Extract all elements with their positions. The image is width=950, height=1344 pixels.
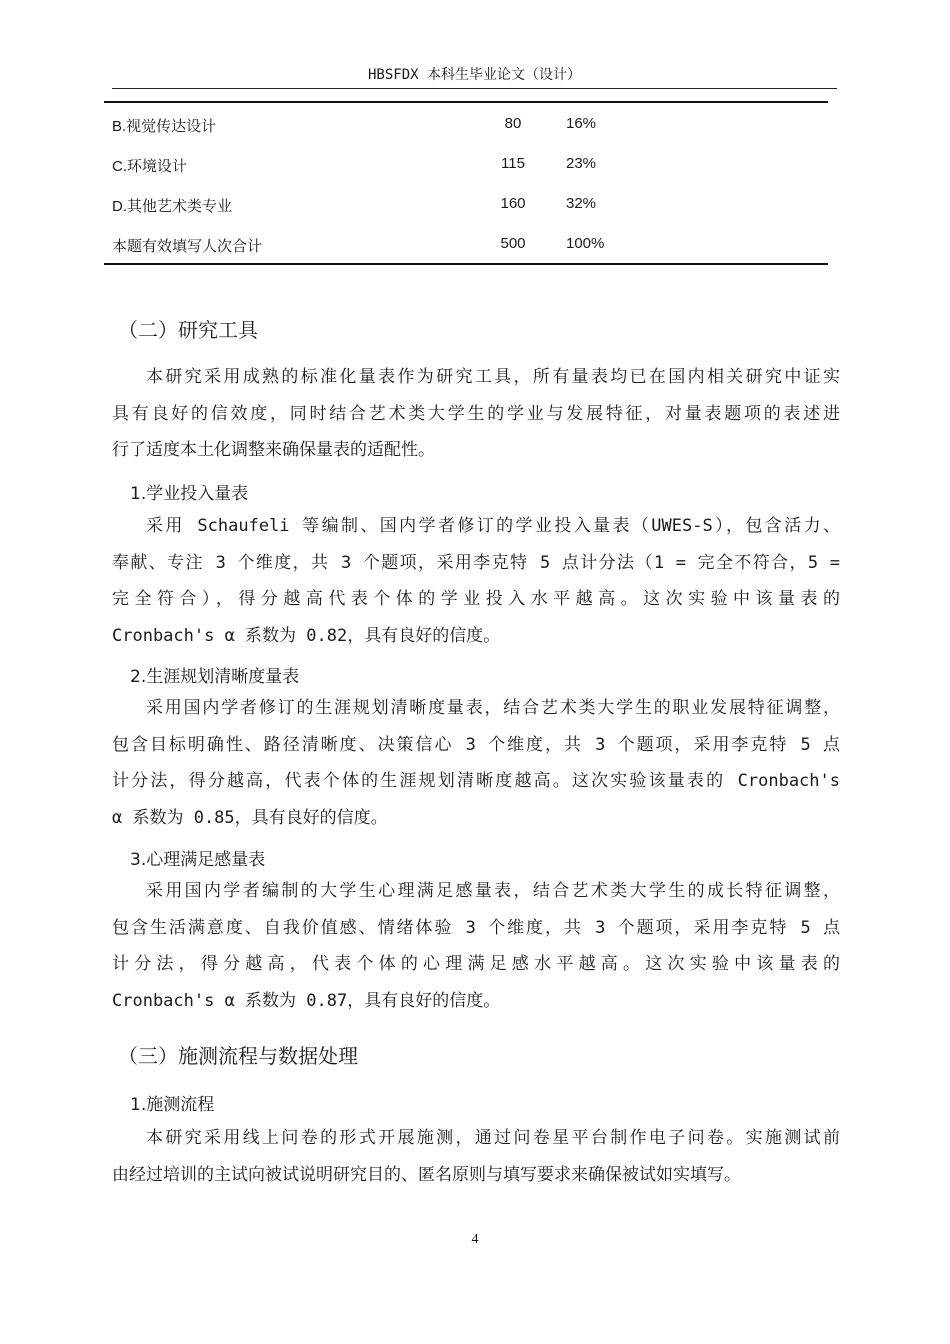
table-row bbox=[104, 143, 828, 183]
running-header: HBSFDX 本科生毕业论文（设计） bbox=[112, 64, 837, 89]
text-line: 包含目标明确性、路径清晰度、决策信心 3 个维度，共 3 个题项，采用李克特 5 点 bbox=[112, 734, 840, 755]
text-line: 计分法，得分越高，代表个体的心理满足感水平越高。这次实验中该量表的 bbox=[112, 954, 840, 974]
row-count: 160 bbox=[500, 195, 526, 212]
text-line: 计分法，得分越高，代表个体的生涯规划清晰度越高。这次实验该量表的 Cronbach's bbox=[112, 771, 840, 791]
section-heading-procedure: （三）施测流程与数据处理 bbox=[118, 1044, 358, 1068]
text-line: Cronbach's α 系数为 0.82，具有良好的信度。 bbox=[112, 625, 501, 646]
paragraph-tools-intro bbox=[112, 359, 840, 469]
subheading-procedure: 1.施测流程 bbox=[130, 1095, 215, 1115]
text-line: 本研究采用线上问卷的形式开展施测，通过问卷星平台制作电子问卷。实施测试前 bbox=[146, 1128, 840, 1148]
text-line: 本研究采用成熟的标准化量表作为研究工具，所有量表均已在国内相关研究中证实 bbox=[146, 367, 840, 387]
text-line: 行了适度本土化调整来确保量表的适配性。 bbox=[112, 440, 435, 460]
table-row bbox=[104, 183, 828, 223]
row-percent: 32% bbox=[566, 195, 597, 212]
row-count: 115 bbox=[501, 155, 525, 172]
row-label: D.其他艺术类专业 bbox=[112, 198, 233, 215]
subheading-psychological-satisfaction-scale: 3.心理满足感量表 bbox=[130, 850, 266, 870]
subheading-career-planning-scale: 2.生涯规划清晰度量表 bbox=[130, 667, 300, 687]
row-percent: 100% bbox=[566, 235, 605, 252]
text-line: 奉献、专注 3 个维度，共 3 个题项，采用李克特 5 点计分法（1 = 完全不符合，5 = bbox=[112, 552, 840, 573]
paragraph-scale3 bbox=[112, 873, 840, 1019]
page-number: 4 bbox=[471, 1232, 479, 1247]
text-line: Cronbach's α 系数为 0.87，具有良好的信度。 bbox=[112, 990, 501, 1011]
text-line: 采用 Schaufeli 等编制、国内学者修订的学业投入量表（UWES-S），包含活力、 bbox=[146, 516, 840, 536]
text-line: 采用国内学者编制的大学生心理满足感量表，结合艺术类大学生的成长特征调整， bbox=[146, 881, 840, 901]
row-count: 500 bbox=[500, 235, 526, 252]
paragraph-procedure bbox=[112, 1120, 840, 1193]
subheading-academic-engagement-scale: 1.学业投入量表 bbox=[130, 484, 249, 504]
row-percent: 16% bbox=[566, 115, 597, 132]
text-line: 具有良好的信效度，同时结合艺术类大学生的学业与发展特征，对量表题项的表述进 bbox=[112, 403, 840, 424]
row-count: 80 bbox=[504, 115, 522, 132]
text-line: 采用国内学者修订的生涯规划清晰度量表，结合艺术类大学生的职业发展特征调整， bbox=[146, 698, 840, 718]
row-label: 本题有效填写人次合计 bbox=[112, 238, 263, 255]
paragraph-scale2 bbox=[112, 690, 840, 836]
section-heading-research-tools: （二）研究工具 bbox=[118, 318, 258, 342]
row-label: B.视觉传达设计 bbox=[112, 118, 217, 135]
text-line: 完全符合），得分越高代表个体的学业投入水平越高。这次实验中该量表的 bbox=[112, 589, 840, 609]
text-line: 包含生活满意度、自我价值感、情绪体验 3 个维度，共 3 个题项，采用李克特 5 点 bbox=[112, 917, 840, 938]
sample-distribution-table bbox=[104, 101, 828, 265]
row-percent: 23% bbox=[566, 155, 597, 172]
table-row bbox=[104, 103, 828, 143]
text-line: α 系数为 0.85，具有良好的信度。 bbox=[112, 807, 388, 828]
row-label: C.环境设计 bbox=[112, 158, 188, 175]
paragraph-scale1 bbox=[112, 508, 840, 654]
table-total-row bbox=[104, 223, 828, 263]
text-line: 由经过培训的主试向被试说明研究目的、匿名原则与填写要求来确保被试如实填写。 bbox=[112, 1164, 741, 1185]
